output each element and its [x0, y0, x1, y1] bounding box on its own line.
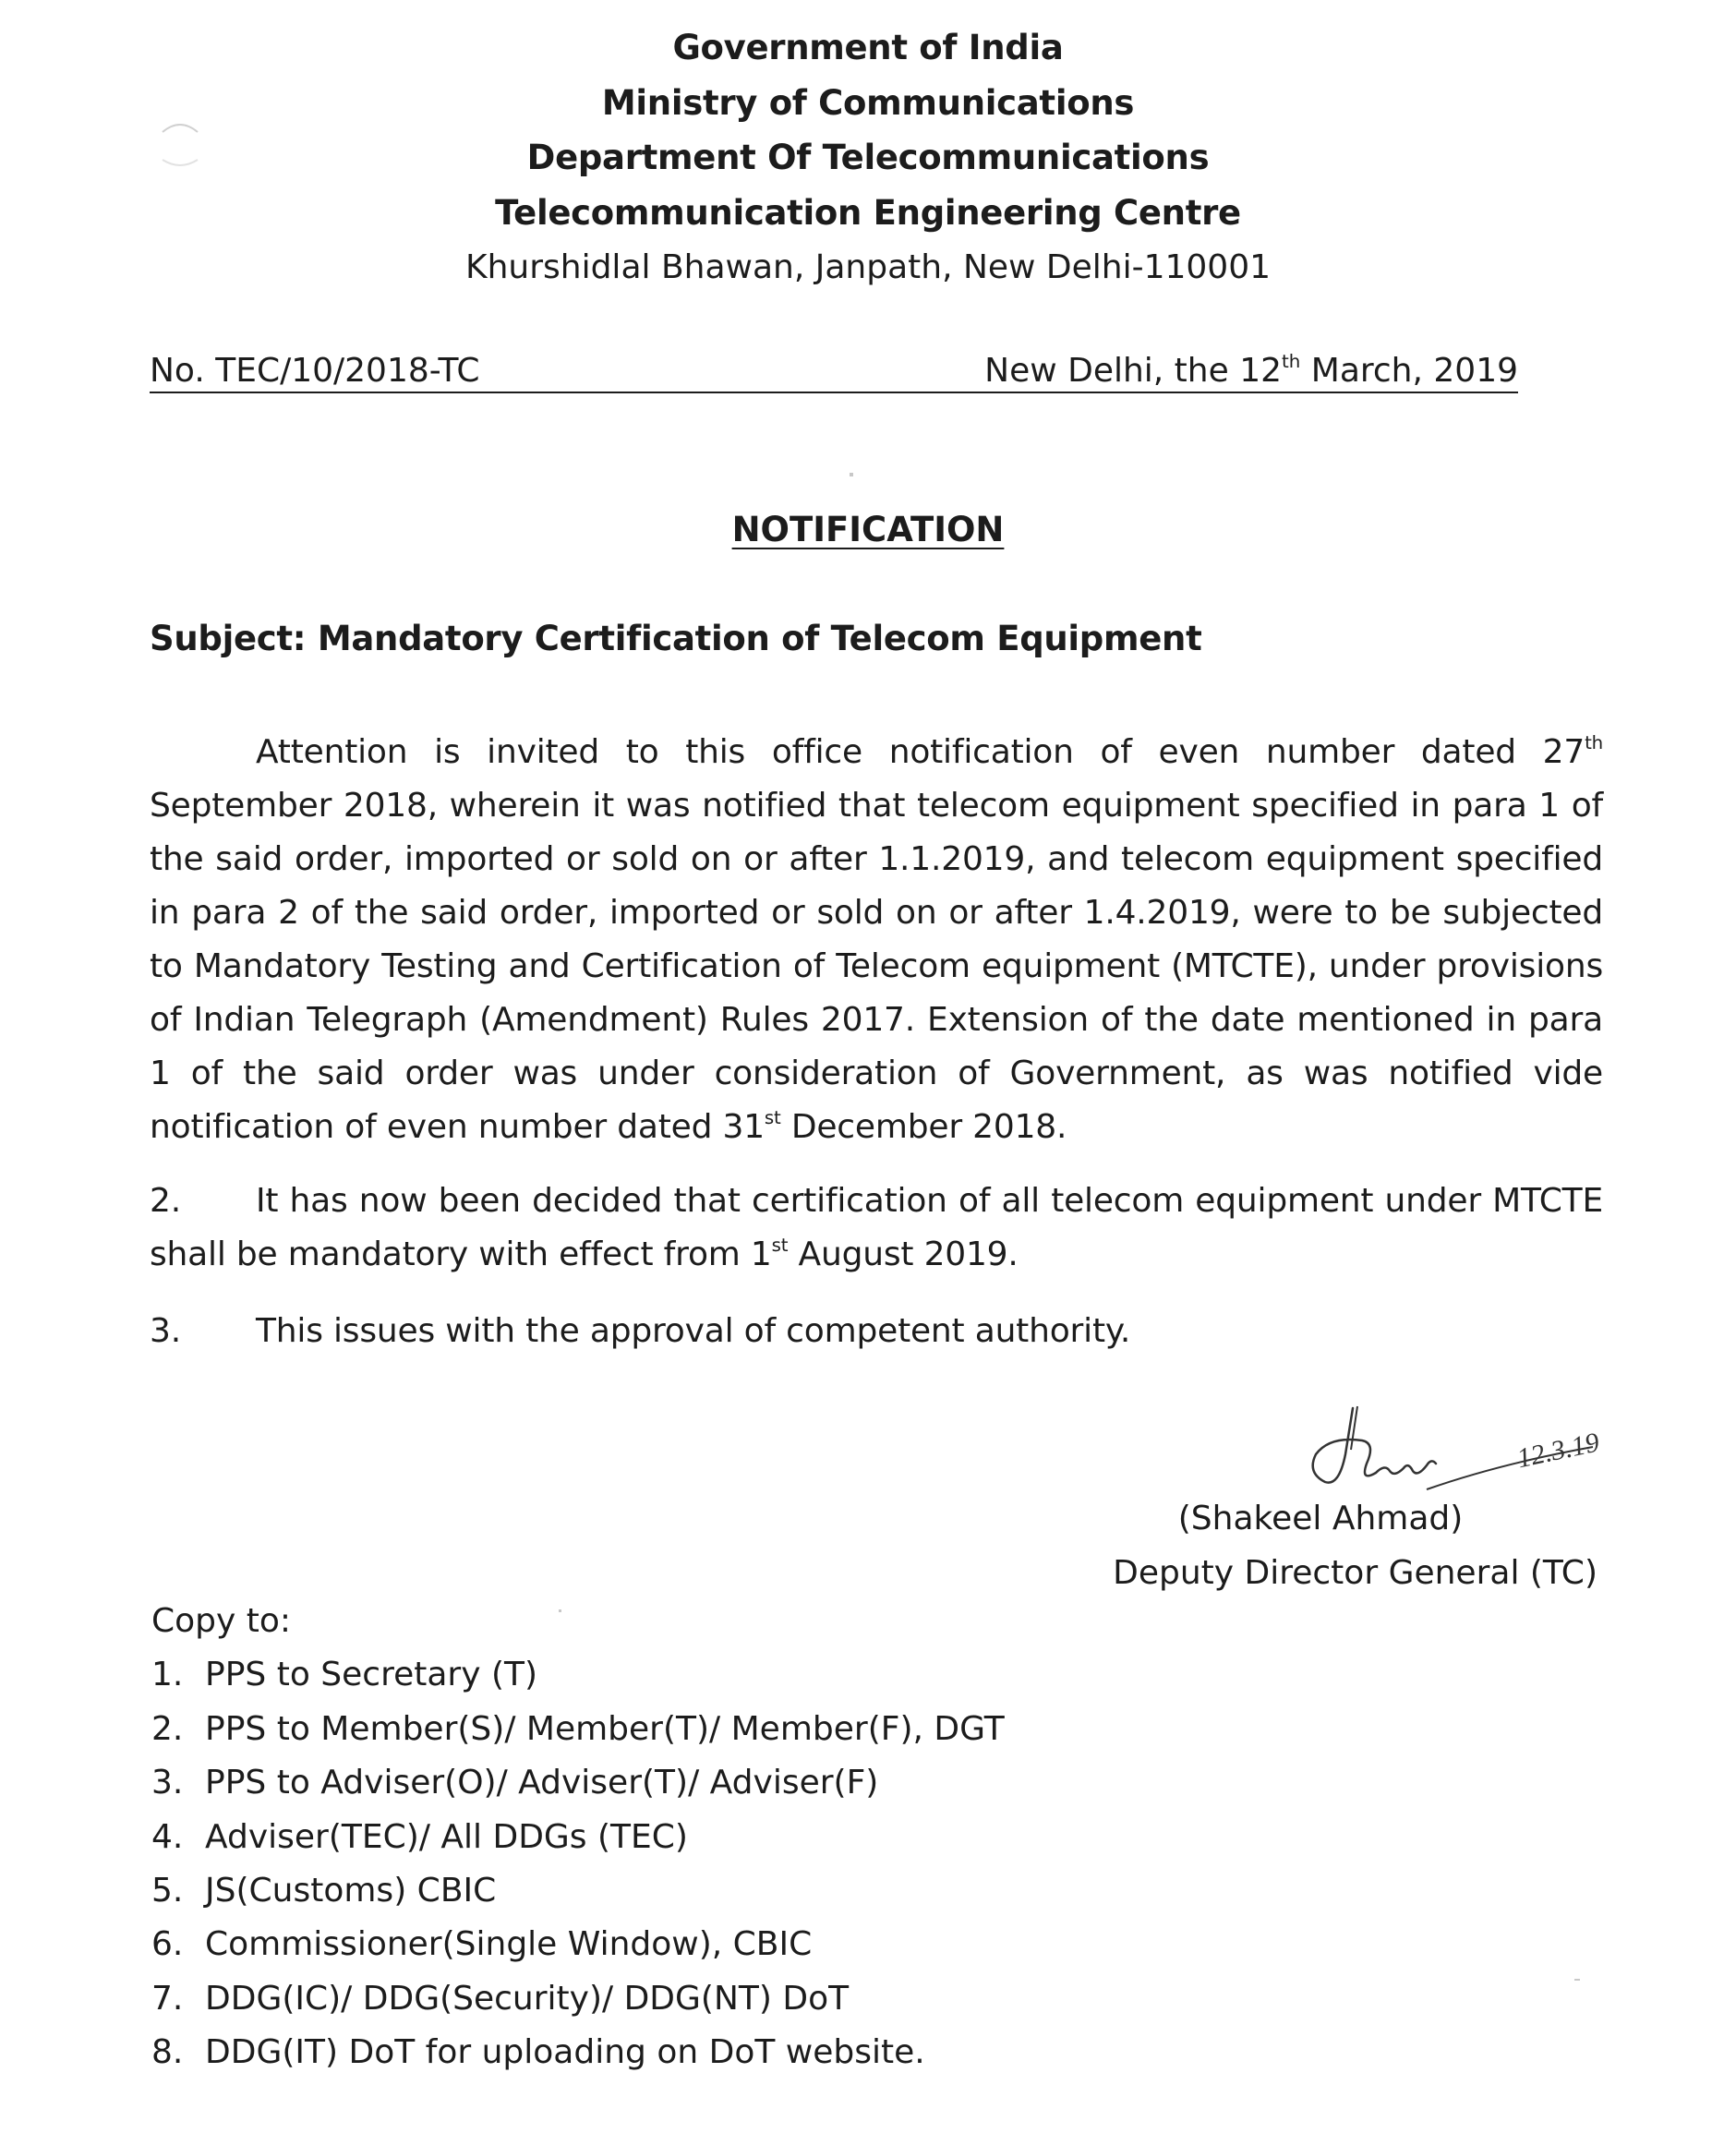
reference-date: New Delhi, the 12th March, 2019: [984, 351, 1518, 390]
list-item: 6. Commissioner(Single Window), CBIC: [151, 1925, 813, 1964]
list-item: 7. DDG(IC)/ DDG(Security)/ DDG(NT) DoT: [151, 1979, 850, 2018]
paragraph-number: 3.: [150, 1312, 181, 1350]
paragraph-1: Attention is invited to this office notification of even number dated 27th September 2018, wherein it was notified that telecom equipment specified in para 1 of the said order, imported or sold on or after 1.1.2019, and telecom equipment specified in para 2 of the said order, imported or sold on or after 1.4.2019, were to be subjected to Mandatory Testing and Certification of Telecom equipment (MTCTE), under provisions of Indian Telegraph (Amendment) Rules 2017. Extension of the date mentioned in para 1 of the said order was under consideration of Government, as was notified vide notification of even number dated 31st December 2018.: [150, 732, 1603, 1146]
signature-date: 12.3.19: [1513, 1427, 1602, 1475]
paragraph-3: 3. This issues with the approval of competent authority.: [150, 1305, 1603, 1358]
subject-line: Subject: Mandatory Certification of Telecom Equipment: [150, 619, 1202, 658]
letterhead-centre: Telecommunication Engineering Centre: [495, 192, 1241, 233]
letterhead-department: Department Of Telecommunications: [526, 138, 1210, 177]
scan-speck: [559, 1609, 561, 1612]
scan-speck: [1574, 1979, 1580, 1981]
signatory-block: [1113, 1491, 1597, 1600]
list-item: 5. JS(Customs) CBIC: [151, 1872, 497, 1910]
signatory-designation: Deputy Director General (TC): [1113, 1554, 1597, 1592]
list-item: 1. PPS to Secretary (T): [151, 1656, 538, 1694]
reference-number: No. TEC/10/2018-TC: [150, 352, 480, 390]
scan-speck: [850, 473, 853, 476]
copy-to-section: [151, 1595, 1005, 2080]
list-item: 2. PPS to Member(S)/ Member(T)/ Member(F), DGT: [151, 1709, 1005, 1748]
list-item: 3. PPS to Adviser(O)/ Adviser(T)/ Adviser(F): [151, 1764, 879, 1802]
punch-hole-mark: [157, 115, 203, 171]
paragraph-2: 2. It has now been decided that certification of all telecom equipment under MTCTE shall be mandatory with effect from 1st August 2019.: [150, 1175, 1603, 1282]
copy-to-heading: Copy to:: [151, 1602, 292, 1640]
page-title: NOTIFICATION: [731, 510, 1005, 549]
paragraph-number: 2.: [150, 1182, 181, 1220]
list-item: 4. Adviser(TEC)/ All DDGs (TEC): [151, 1817, 688, 1856]
letterhead-ministry: Ministry of Communications: [601, 82, 1135, 123]
letterhead: [0, 20, 1736, 295]
reference-row: [150, 349, 1518, 393]
letterhead-address: Khurshidlal Bhawan, Janpath, New Delhi-110001: [464, 248, 1272, 286]
signatory-name: (Shakeel Ahmad): [1177, 1500, 1464, 1537]
list-item: 8. DDG(IT) DoT for uploading on DoT website.: [151, 2033, 925, 2072]
copy-to-list: [151, 1648, 1005, 2079]
letterhead-government: Government of India: [672, 28, 1064, 67]
